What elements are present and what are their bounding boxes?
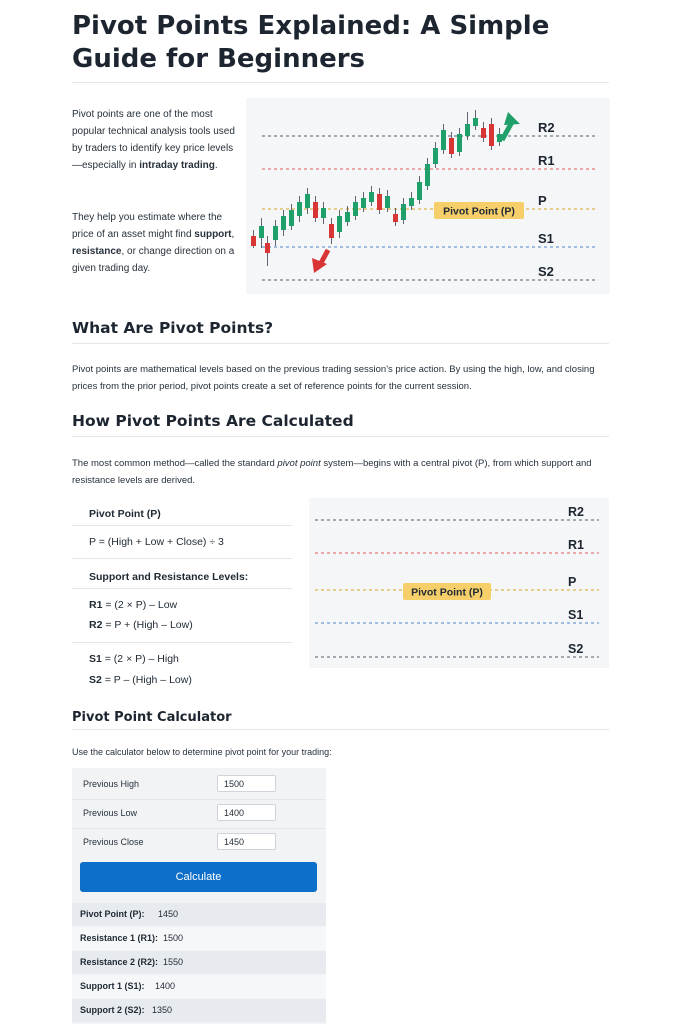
result-s2-row — [72, 999, 326, 1022]
level-label-s2: S2 — [538, 264, 554, 279]
section-divider — [72, 343, 609, 344]
intro-paragraph-2: They help you estimate where the price of an asset might find support, resistance, or change direction on a given trading day. — [72, 212, 235, 274]
candle — [369, 186, 374, 206]
previous-high-input[interactable] — [217, 775, 276, 792]
pivot-calculator — [72, 768, 326, 1024]
calculator-heading: Pivot Point Calculator — [72, 710, 232, 725]
result-s2-value: 1350 — [152, 1005, 173, 1015]
result-r1-value: 1500 — [163, 933, 184, 943]
candle — [465, 112, 470, 140]
level-label-r2: R2 — [538, 120, 555, 135]
support-resistance-heading: Support and Resistance Levels: — [89, 571, 249, 583]
candle — [441, 124, 446, 154]
candle — [481, 122, 486, 142]
candle — [265, 236, 270, 266]
candle — [337, 210, 342, 238]
level-label-s1: S1 — [568, 608, 584, 622]
result-r1-row — [72, 927, 326, 950]
pivot-badge — [403, 583, 491, 600]
page-title: Pivot Points Explained: A Simple Guide for Beginners — [72, 11, 550, 74]
s2-formula: S2 = P – (High – Low) — [89, 674, 192, 686]
level-label-p: P — [568, 575, 577, 589]
section-heading-what-are-pivot-points: What Are Pivot Points? — [72, 319, 274, 337]
result-s2-label: Support 2 (S2): — [80, 1005, 145, 1015]
levels-svg — [309, 498, 609, 668]
section-paragraph-what-are-pivot-points: Pivot points are mathematical levels based on the previous trading session's price action. By using the high, low, and closing prices from the prior period, pivot points create a set of reference points for the current session. — [72, 364, 595, 392]
candle — [259, 218, 264, 248]
calculate-button[interactable]: Calculate — [80, 862, 317, 892]
r1-formula: R1 = (2 × P) – Low — [89, 599, 178, 611]
formula-divider — [72, 558, 292, 559]
previous-low-label: Previous Low — [83, 808, 138, 818]
candle — [489, 118, 494, 150]
candle — [345, 206, 350, 226]
level-label-r1: R1 — [568, 538, 584, 552]
candle — [329, 218, 334, 244]
level-label-s1: S1 — [538, 231, 554, 246]
candle — [305, 188, 310, 214]
candle — [425, 158, 430, 190]
formula-divider — [72, 588, 292, 589]
result-s1-label: Support 1 (S1): — [80, 981, 145, 991]
result-r1-label: Resistance 1 (R1): — [80, 933, 159, 943]
r2-formula: R2 = P + (High – Low) — [89, 619, 193, 631]
section-heading-how-calculated: How Pivot Points Are Calculated — [72, 412, 354, 430]
section-paragraph-how-calculated: The most common method—called the standard pivot point system—begins with a central pivot (P), from which support and resistance levels are derived. — [72, 458, 592, 486]
pivot-badge — [434, 202, 524, 219]
candle — [377, 188, 382, 214]
section-divider — [72, 436, 609, 437]
result-pivot-value: 1450 — [158, 909, 179, 919]
candle — [409, 192, 414, 210]
previous-high-label: Previous High — [83, 779, 140, 789]
candle — [417, 176, 422, 204]
down-arrow-icon — [312, 250, 328, 273]
title-divider — [72, 82, 609, 83]
previous-high-row — [72, 771, 326, 800]
pivot-levels-diagram — [309, 498, 609, 668]
s1-formula: S1 = (2 × P) – High — [89, 653, 179, 665]
candle — [321, 202, 326, 224]
result-pivot-row — [72, 903, 326, 926]
candle — [401, 198, 406, 224]
candle — [273, 220, 278, 246]
candle — [289, 204, 294, 230]
candle — [457, 128, 462, 156]
previous-low-input[interactable] — [217, 804, 276, 821]
candle — [353, 196, 358, 220]
result-pivot-label: Pivot Point (P): — [80, 909, 145, 919]
result-r2-row — [72, 951, 326, 974]
result-s1-row — [72, 975, 326, 998]
candle — [251, 230, 256, 248]
pivot-badge-label: Pivot Point (P) — [443, 205, 515, 218]
result-s1-value: 1400 — [155, 981, 176, 991]
pivot-badge-label: Pivot Point (P) — [411, 586, 483, 599]
candle — [473, 110, 478, 130]
candle — [433, 142, 438, 168]
candle — [393, 208, 398, 226]
pivot-formula-heading: Pivot Point (P) — [89, 508, 161, 520]
pivot-candlestick-illustration — [246, 98, 610, 294]
level-label-p: P — [538, 193, 547, 208]
previous-low-row — [72, 800, 326, 829]
previous-close-label: Previous Close — [83, 837, 144, 847]
section-divider — [72, 729, 609, 730]
calculator-intro: Use the calculator below to determine pivot point for your trading: — [72, 747, 332, 757]
result-r2-label: Resistance 2 (R2): — [80, 957, 159, 967]
previous-close-row — [72, 829, 326, 857]
level-label-r1: R1 — [538, 153, 555, 168]
formula-divider — [72, 642, 292, 643]
candle — [297, 196, 302, 222]
result-r2-value: 1550 — [163, 957, 184, 967]
previous-close-input[interactable] — [217, 833, 276, 850]
candle — [313, 196, 318, 222]
candle — [281, 210, 286, 236]
candlestick-svg — [246, 98, 610, 294]
level-label-r2: R2 — [568, 505, 584, 519]
pivot-formula: P = (High + Low + Close) ÷ 3 — [89, 536, 224, 548]
formula-divider — [72, 525, 292, 526]
intro-paragraph-1: Pivot points are one of the most popular technical analysis tools used by traders to identify key price levels—especially in intraday trading. — [72, 109, 235, 171]
level-label-s2: S2 — [568, 642, 584, 656]
